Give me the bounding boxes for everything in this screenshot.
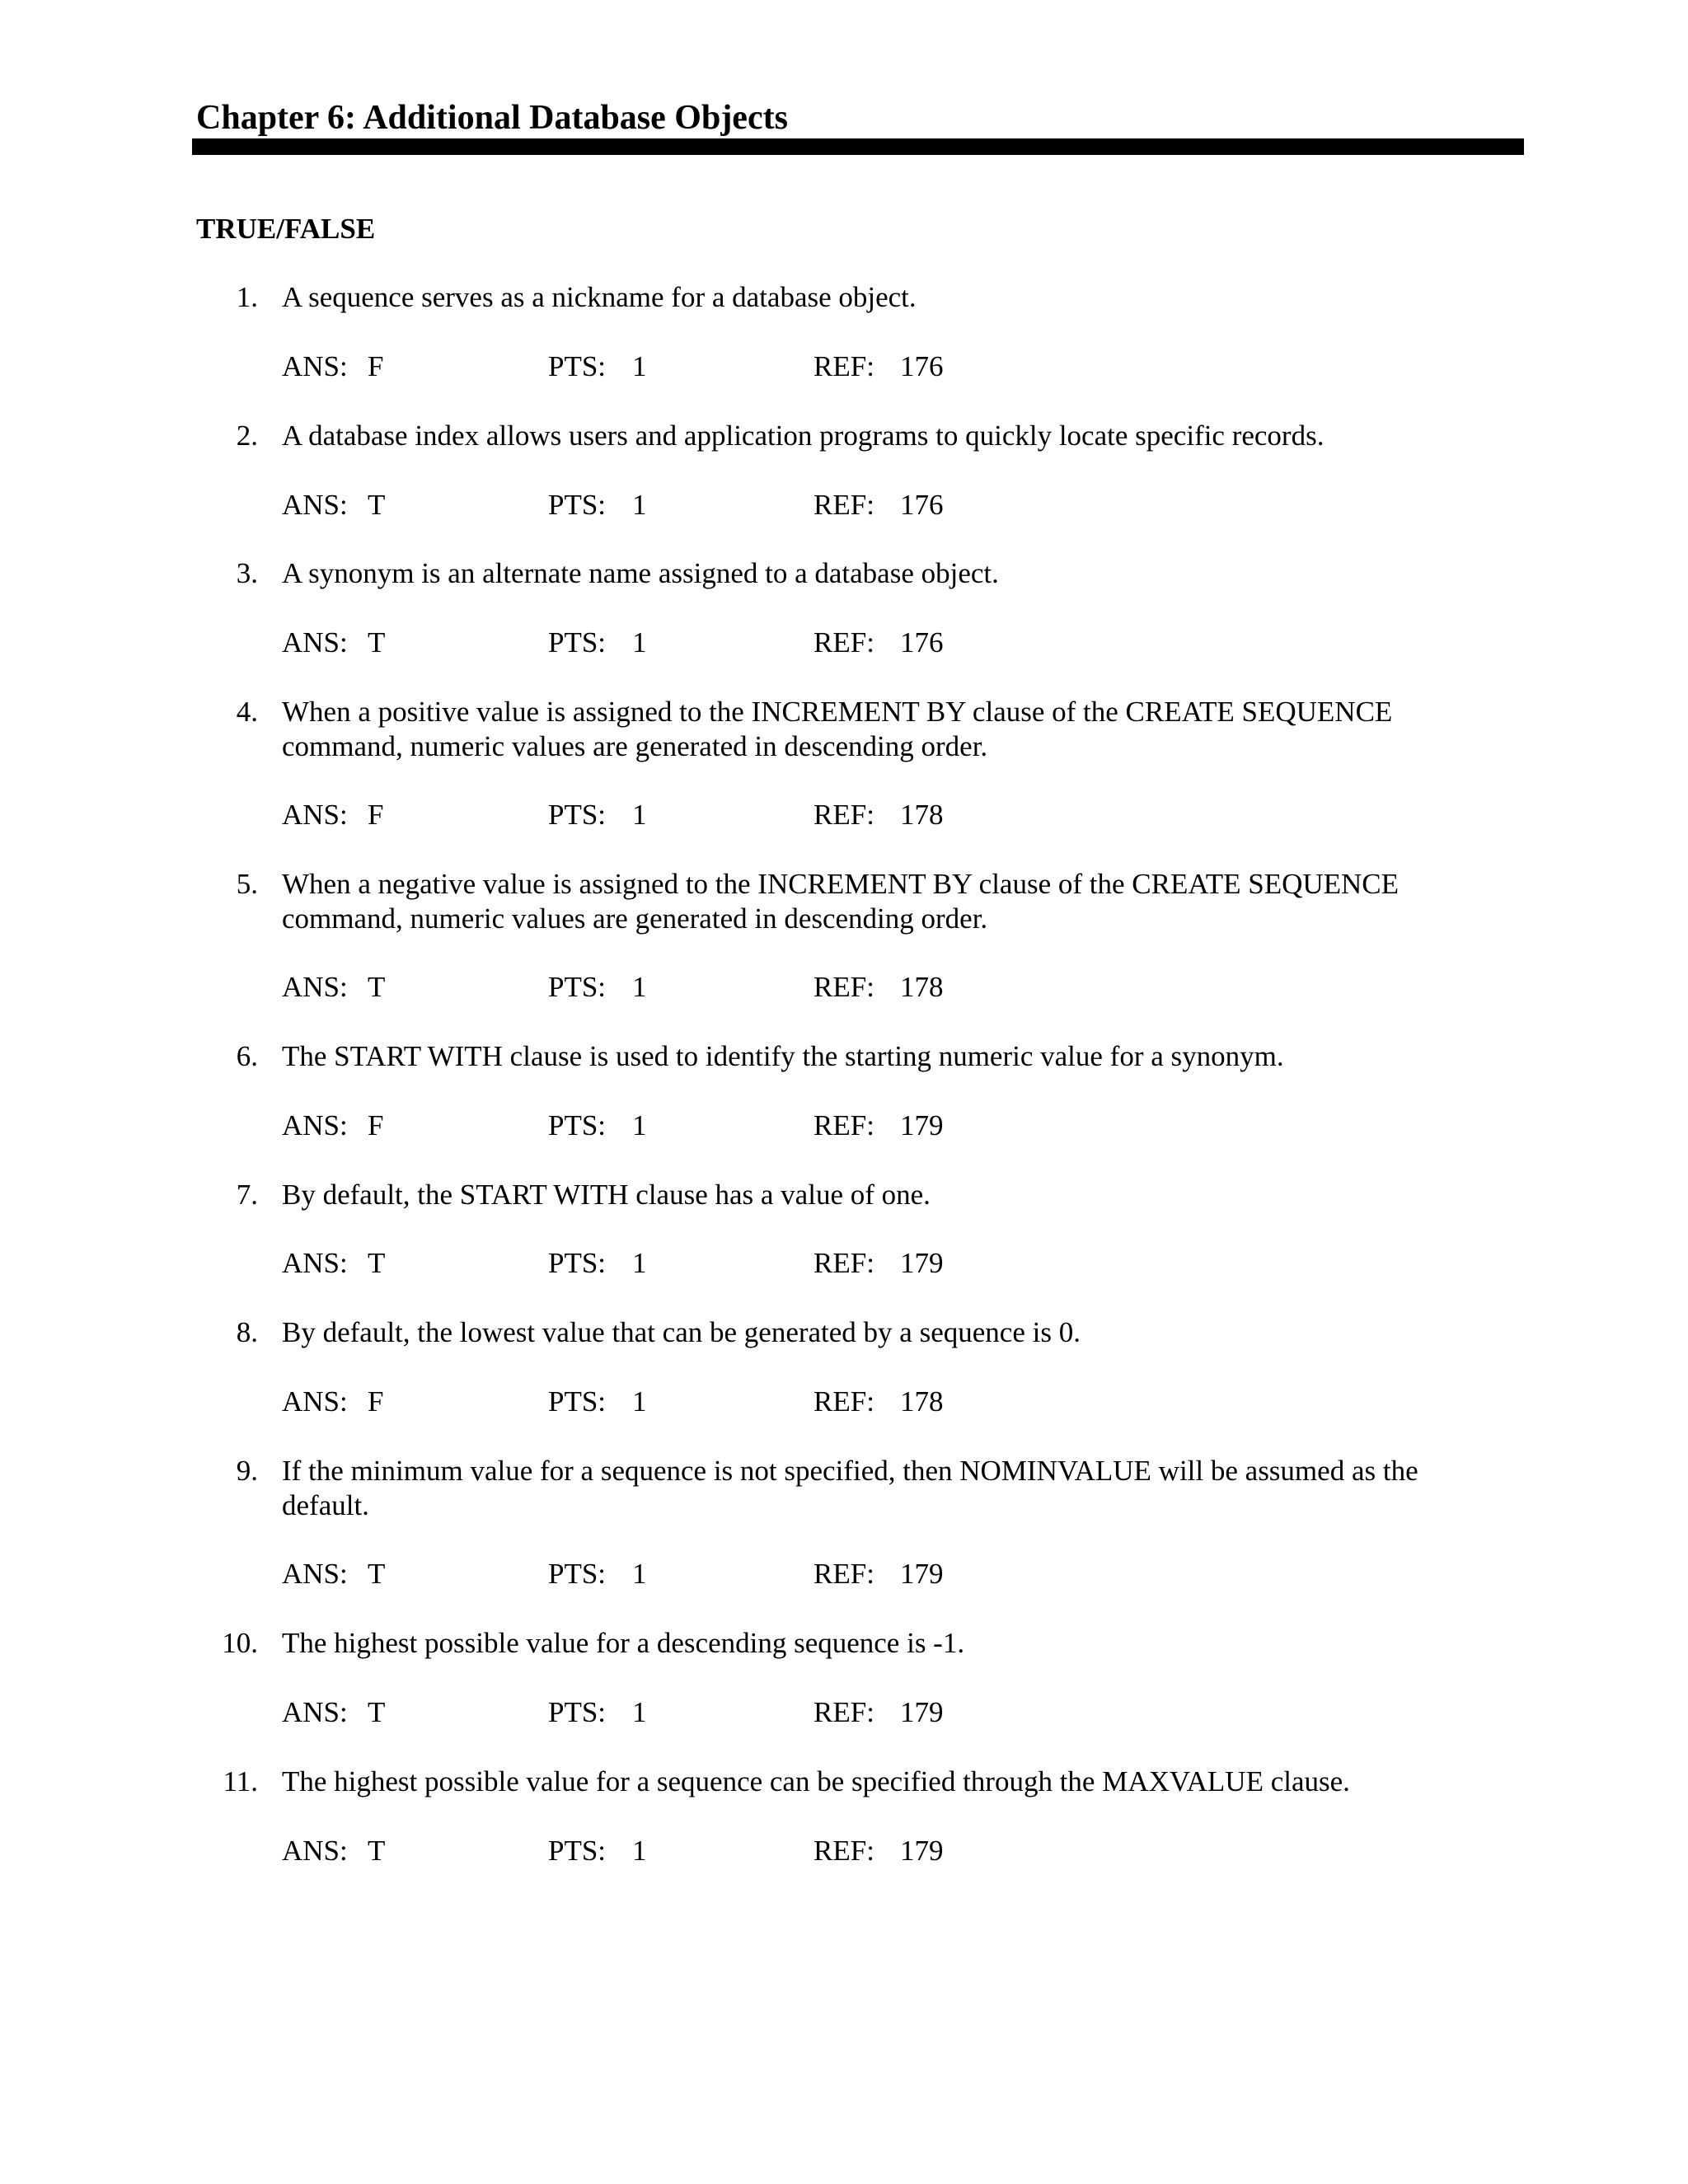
ans-label: ANS: xyxy=(282,350,348,382)
ref-value: 179 xyxy=(900,1558,944,1590)
ans-value: F xyxy=(368,1109,384,1141)
ans-label: ANS: xyxy=(282,1109,348,1141)
ans-value: T xyxy=(368,489,386,521)
chapter-title: Chapter 6: Additional Database Objects xyxy=(196,99,788,137)
question-number: 7. xyxy=(236,1179,258,1211)
ref-label: REF: xyxy=(814,1558,874,1590)
question-number: 11. xyxy=(223,1765,258,1797)
ref-label: REF: xyxy=(814,1696,874,1728)
question-text: When a negative value is assigned to the INCREMENT BY clause of the CREATE SEQUENCE command, numeric values are generated in descending order. xyxy=(282,868,1400,935)
ref-value: 178 xyxy=(900,799,944,831)
ans-value: T xyxy=(368,1558,386,1590)
question-text: The highest possible value for a descending sequence is -1. xyxy=(282,1627,965,1659)
ans-value: T xyxy=(368,1835,386,1867)
ref-label: REF: xyxy=(814,350,874,382)
ans-value: T xyxy=(368,1247,386,1279)
question-text: A database index allows users and application programs to quickly locate specific records. xyxy=(282,419,1325,452)
ans-label: ANS: xyxy=(282,1385,348,1418)
question-text: The START WITH clause is used to identify the starting numeric value for a synonym. xyxy=(282,1040,1284,1072)
ref-value: 178 xyxy=(900,1385,944,1418)
question-text: The highest possible value for a sequence can be specified through the MAXVALUE clause. xyxy=(282,1765,1350,1797)
pts-value: 1 xyxy=(632,489,647,521)
ans-label: ANS: xyxy=(282,626,348,658)
ref-label: REF: xyxy=(814,626,874,658)
question-number: 10. xyxy=(222,1627,258,1659)
answer-line xyxy=(0,349,1688,384)
ref-label: REF: xyxy=(814,1385,874,1418)
pts-value: 1 xyxy=(632,626,647,658)
pts-value: 1 xyxy=(632,799,647,831)
answer-line xyxy=(0,1246,1688,1281)
ref-label: REF: xyxy=(814,1835,874,1867)
pts-label: PTS: xyxy=(548,1247,607,1279)
pts-label: PTS: xyxy=(548,1696,607,1728)
ref-value: 179 xyxy=(900,1835,944,1867)
ans-label: ANS: xyxy=(282,489,348,521)
answer-line xyxy=(0,1385,1688,1419)
question-number: 3. xyxy=(236,557,258,589)
ans-label: ANS: xyxy=(282,1247,348,1279)
ref-label: REF: xyxy=(814,1109,874,1141)
question-number: 9. xyxy=(236,1455,258,1487)
answer-line xyxy=(0,798,1688,832)
question-number: 2. xyxy=(236,419,258,452)
ans-label: ANS: xyxy=(282,1558,348,1590)
question-number: 8. xyxy=(236,1316,258,1348)
ref-value: 176 xyxy=(900,626,944,658)
ans-value: T xyxy=(368,626,386,658)
ans-label: ANS: xyxy=(282,971,348,1003)
question-text: By default, the START WITH clause has a value of one. xyxy=(282,1179,931,1211)
pts-label: PTS: xyxy=(548,350,607,382)
pts-value: 1 xyxy=(632,1558,647,1590)
ans-label: ANS: xyxy=(282,1696,348,1728)
pts-label: PTS: xyxy=(548,1109,607,1141)
pts-value: 1 xyxy=(632,971,647,1003)
pts-label: PTS: xyxy=(548,626,607,658)
pts-value: 1 xyxy=(632,1385,647,1418)
question-text: A sequence serves as a nickname for a database object. xyxy=(282,281,917,313)
pts-label: PTS: xyxy=(548,971,607,1003)
ref-value: 176 xyxy=(900,350,944,382)
section-heading: TRUE/FALSE xyxy=(196,213,376,245)
answer-line xyxy=(0,626,1688,660)
ref-value: 176 xyxy=(900,489,944,521)
ref-value: 179 xyxy=(900,1109,944,1141)
answer-line xyxy=(0,488,1688,523)
ans-value: F xyxy=(368,799,384,831)
pts-value: 1 xyxy=(632,1109,647,1141)
pts-value: 1 xyxy=(632,1835,647,1867)
ref-value: 179 xyxy=(900,1247,944,1279)
answer-line xyxy=(0,970,1688,1005)
question-number: 4. xyxy=(236,696,258,728)
ans-value: T xyxy=(368,1696,386,1728)
answer-line xyxy=(0,1695,1688,1730)
pts-label: PTS: xyxy=(548,489,607,521)
ans-label: ANS: xyxy=(282,799,348,831)
pts-label: PTS: xyxy=(548,1385,607,1418)
question-number: 6. xyxy=(236,1040,258,1072)
question-number: 1. xyxy=(236,281,258,313)
pts-value: 1 xyxy=(632,1696,647,1728)
pts-value: 1 xyxy=(632,350,647,382)
pts-value: 1 xyxy=(632,1247,647,1279)
ans-value: F xyxy=(368,350,384,382)
answer-line xyxy=(0,1108,1688,1143)
pts-label: PTS: xyxy=(548,1835,607,1867)
question-text: By default, the lowest value that can be generated by a sequence is 0. xyxy=(282,1316,1081,1348)
ref-label: REF: xyxy=(814,971,874,1003)
question-text: When a positive value is assigned to the INCREMENT BY clause of the CREATE SEQUENCE command, numeric values are generated in descending order. xyxy=(282,696,1393,762)
ans-value: F xyxy=(368,1385,384,1418)
pts-label: PTS: xyxy=(548,1558,607,1590)
ref-value: 178 xyxy=(900,971,944,1003)
ref-label: REF: xyxy=(814,799,874,831)
question-text: A synonym is an alternate name assigned to a database object. xyxy=(282,557,999,589)
question-number: 5. xyxy=(236,868,258,900)
question-text: If the minimum value for a sequence is not specified, then NOMINVALUE will be assumed as the default. xyxy=(282,1455,1418,1521)
answer-line xyxy=(0,1557,1688,1591)
ans-value: T xyxy=(368,971,386,1003)
answer-line xyxy=(0,1834,1688,1868)
pts-label: PTS: xyxy=(548,799,607,831)
ref-label: REF: xyxy=(814,1247,874,1279)
ans-label: ANS: xyxy=(282,1835,348,1867)
ref-value: 179 xyxy=(900,1696,944,1728)
ref-label: REF: xyxy=(814,489,874,521)
